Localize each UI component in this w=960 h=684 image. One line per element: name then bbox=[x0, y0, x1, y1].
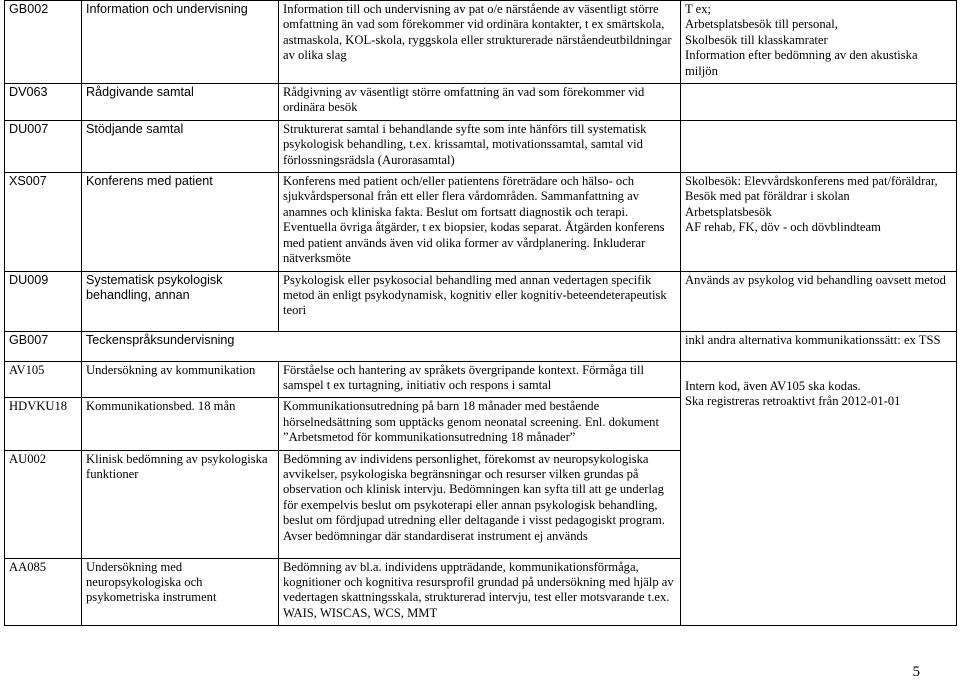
name-cell: Information och undervisning bbox=[82, 1, 279, 84]
note-cell bbox=[681, 120, 957, 172]
name-cell: Stödjande samtal bbox=[82, 120, 279, 172]
note-cell bbox=[681, 84, 957, 121]
code-cell: HDVKU18 bbox=[5, 398, 82, 450]
name-cell: Kommunikationsbed. 18 mån bbox=[82, 398, 279, 450]
code-cell: AA085 bbox=[5, 558, 82, 626]
page-number: 5 bbox=[912, 664, 920, 680]
code-cell: DU009 bbox=[5, 271, 82, 331]
table-row bbox=[5, 120, 957, 172]
section-name-cell: Teckenspråksundervisning bbox=[82, 331, 681, 361]
table-row bbox=[5, 271, 957, 331]
name-cell: Klinisk bedömning av psykologiska funktioner bbox=[82, 450, 279, 558]
description-cell: Strukturerat samtal i behandlande syfte som inte hänförs till systematisk psykologisk behandling, t.ex. krissamtal, motivationssamtal, samtal vid förlossningsrädsla (Aurorasamtal) bbox=[279, 120, 681, 172]
code-cell: XS007 bbox=[5, 173, 82, 271]
code-cell: GB007 bbox=[5, 331, 82, 361]
table-row bbox=[5, 1, 957, 84]
procedure-code-table bbox=[4, 0, 957, 626]
block-note-text: Intern kod, även AV105 ska kodas. Ska registreras retroaktivt från 2012-01-01 bbox=[685, 378, 901, 408]
code-cell: AV105 bbox=[5, 361, 82, 398]
name-cell: Systematisk psykologisk behandling, annan bbox=[82, 271, 279, 331]
description-cell: Rådgivning av väsentligt större omfattning än vad som förekommer vid ordinära besök bbox=[279, 84, 681, 121]
note-cell: T ex; Arbetsplatsbesök till personal, Skolbesök till klasskamrater Information efter bedömning av den akustiska miljön bbox=[681, 1, 957, 84]
name-cell: Rådgivande samtal bbox=[82, 84, 279, 121]
section-row bbox=[5, 331, 957, 361]
description-cell: Kommunikationsutredning på barn 18 månader med bestående hörselnedsättning som upptäcks genom neonatal screening. Enl. dokument ”Arbetsmetod för kommunikationsutredning 18 månader” bbox=[279, 398, 681, 450]
table-row bbox=[5, 173, 957, 271]
code-cell: AU002 bbox=[5, 450, 82, 558]
code-cell: GB002 bbox=[5, 1, 82, 84]
code-cell: DV063 bbox=[5, 84, 82, 121]
description-cell: Information till och undervisning av pat o/e närstående av väsentligt större omfattning än vad som förekommer vid ordinära kontakter, t ex smärtskola, astmaskola, KOL-skola, ryggskola eller strukturerade närståendeutbildningar av olika slag bbox=[279, 1, 681, 84]
note-cell: Skolbesök: Elevvårdskonferens med pat/föräldrar, Besök med pat föräldrar i skolan Arbetsplatsbesök AF rehab, FK, döv - och dövblindteam bbox=[681, 173, 957, 271]
code-cell: DU007 bbox=[5, 120, 82, 172]
name-cell: Undersökning av kommunikation bbox=[82, 361, 279, 398]
description-cell: Bedömning av individens personlighet, förekomst av neuropsykologiska avvikelser, psykologiska begränsningar och resurser vilken grundas på observation och klinisk intervju. Bedömningen kan syfta till att ge underlag för exempelvis beslut om psykoterapi eller annan psykologisk behandling, beslut om fördjupad utredning eller deltagande i visst pedagogiskt program. Avser bedömningar där standardiserat instrument ej används bbox=[279, 450, 681, 558]
table-row bbox=[5, 84, 957, 121]
name-cell: Konferens med patient bbox=[82, 173, 279, 271]
block-note-cell bbox=[681, 361, 957, 626]
name-cell: Undersökning med neuropsykologiska och psykometriska instrument bbox=[82, 558, 279, 626]
description-cell: Förståelse och hantering av språkets övergripande kontext. Förmåga till samspel t ex turtagning, initiativ och respons i samtal bbox=[279, 361, 681, 398]
table-row bbox=[5, 361, 957, 398]
description-cell: Bedömning av bl.a. individens uppträdande, kommunikationsförmåga, kognitioner och kognitiva resursprofil grundad på undersökning med hjälp av vedertagen skattningsskala, strukturerad intervju, test eller motsvarande t.ex. WAIS, WISCAS, WCS, MMT bbox=[279, 558, 681, 626]
description-cell: Konferens med patient och/eller patientens företrädare och hälso- och sjukvårdspersonal från ett eller flera vårdområden. Sammanfattning av anamnes och kliniska fakta. Beslut om fortsatt diagnostik och terapi. Eventuella övriga åtgärder, t ex biopsier, kodas separat. Åtgärden konferens med patient används även vid olika former av vårdplanering. Inkluderar nätverksmöte bbox=[279, 173, 681, 271]
description-cell: Psykologisk eller psykosocial behandling med annan vedertagen specifik metod än enligt psykodynamisk, kognitiv eller kognitiv-beteendeterapeutisk teori bbox=[279, 271, 681, 331]
note-cell: inkl andra alternativa kommunikationssätt: ex TSS bbox=[681, 331, 957, 361]
note-cell: Används av psykolog vid behandling oavsett metod bbox=[681, 271, 957, 331]
